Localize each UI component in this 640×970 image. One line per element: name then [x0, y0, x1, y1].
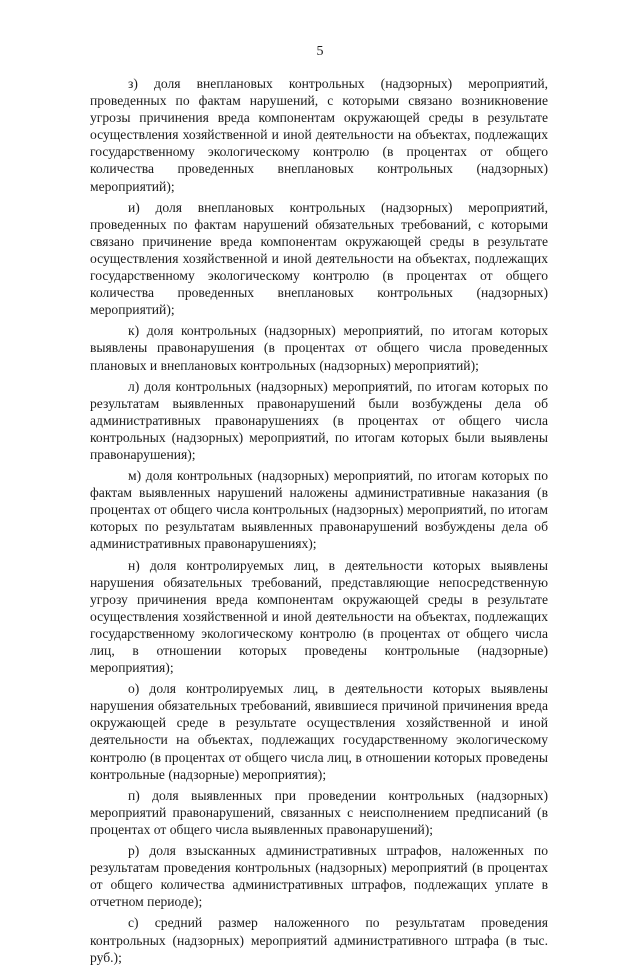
paragraph-l: л) доля контрольных (надзорных) мероприятий, по итогам которых по результатам выявленных правонарушений были возбуждены дела об административных правонарушениях (в процентах от общего числа контрольных (надзорных) мероприятий, по итогам которых были выявлены правонарушения);	[90, 378, 548, 462]
paragraph-s: с) средний размер наложенного по результатам проведения контрольных (надзорных) мероприятий административного штрафа (в тыс. руб.);	[90, 915, 548, 965]
paragraph-z: з) доля внеплановых контрольных (надзорных) мероприятий, проведенных по фактам нарушений, с которыми связано возникновение угрозы причинения вреда компонентам окружающей среды в результате осуществления хозяйственной и иной деятельности на объектах, подлежащих государственному экологическому контролю (в процентах от общего количества проведенных внеплановых контрольных (надзорных) мероприятий);	[90, 76, 548, 194]
paragraph-k: к) доля контрольных (надзорных) мероприятий, по итогам которых выявлены правонарушения (в процентах от общего числа проведенных плановых и внеплановых контрольных (надзорных) мероприятий);	[90, 323, 548, 373]
paragraph-n: н) доля контролируемых лиц, в деятельности которых выявлены нарушения обязательных требований, представляющие непосредственную угрозу причинения вреда компонентам окружающей среды в результате осуществления хозяйственной и иной деятельности на объектах, подлежащих государственному экологическому контролю (в процентах от общего числа лиц, в отношении которых проведены контрольные (надзорные) мероприятия);	[90, 557, 548, 676]
paragraph-o: о) доля контролируемых лиц, в деятельности которых выявлены нарушения обязательных требований, явившиеся причиной причинения вреда окружающей среде в результате осуществления хозяйственной и иной деятельности на объектах, подлежащих государственному экологическому контролю (в процентах от общего числа лиц, в отношении которых проведены контрольные (надзорные) мероприятия);	[90, 681, 548, 782]
paragraph-r: р) доля взысканных административных штрафов, наложенных по результатам проведения контрольных (надзорных) мероприятий (в процентах от общего количества административных штрафов, подлежащих уплате в отчетном периоде);	[90, 843, 548, 910]
paragraph-i: и) доля внеплановых контрольных (надзорных) мероприятий, проведенных по фактам нарушений обязательных требований, с которыми связано причинение вреда компонентам окружающей среды в результате осуществления хозяйственной и иной деятельности на объектах, подлежащих государственному экологическому контролю (в процентах от общего количества проведенных внеплановых контрольных (надзорных) мероприятий);	[90, 199, 548, 318]
page-number: 5	[316, 44, 324, 59]
paragraph-p: п) доля выявленных при проведении контрольных (надзорных) мероприятий правонарушений, связанных с неисполнением предписаний (в процентах от общего числа выявленных правонарушений);	[90, 787, 548, 837]
document-body	[90, 75, 548, 970]
paragraph-m: м) доля контрольных (надзорных) мероприятий, по итогам которых по фактам выявленных нарушений наложены административные наказания (в процентах от общего числа контрольных (надзорных) мероприятий, по итогам которых по результатам выявленных правонарушений возбуждены дела об административных правонарушениях);	[90, 468, 548, 552]
